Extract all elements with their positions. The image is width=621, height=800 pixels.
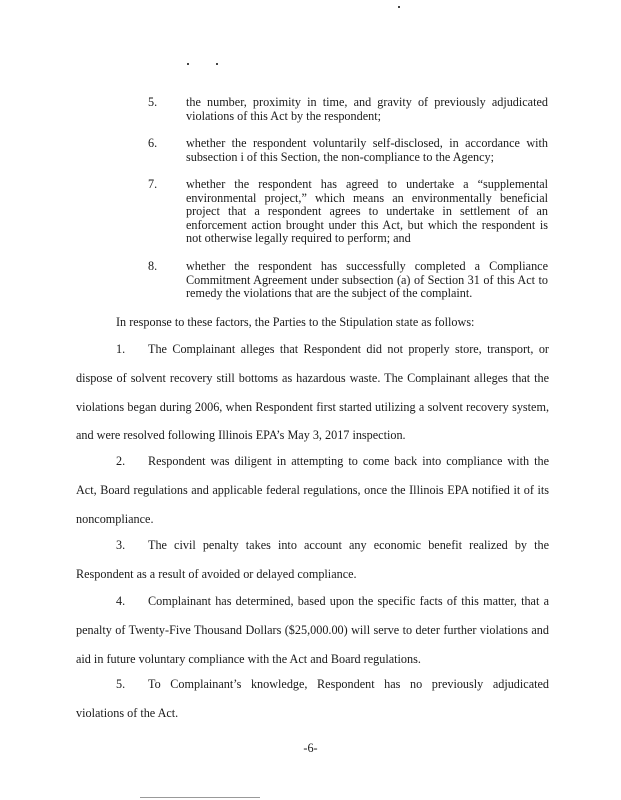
- factor-number: 5.: [148, 95, 158, 109]
- paragraph-line: [76, 538, 549, 567]
- paragraph-line: [76, 594, 549, 623]
- paragraph-line: [76, 454, 549, 483]
- scan-speck: [398, 6, 400, 8]
- stipulation-paragraph: [76, 454, 549, 540]
- paragraph-text: The civil penalty takes into account any economic benefit realized by the: [148, 538, 549, 552]
- paragraph-text: The Complainant alleges that Respondent did not properly store, transport, or: [148, 342, 549, 356]
- intro-statement: In response to these factors, the Parties to the Stipulation state as follows:: [116, 315, 475, 329]
- stipulation-paragraph: [76, 677, 549, 735]
- paragraph-line: noncompliance.: [76, 511, 154, 526]
- factor-text: whether the respondent has successfully completed a Compliance Commitment Agreement under subsection (a) of Section 31 of this Act to remedy the violations that are the subject of the complaint.: [186, 259, 548, 300]
- paragraph-line: Act, Board regulations and applicable federal regulations, once the Illinois EPA notified it of its: [76, 482, 549, 497]
- paragraph-line: violations of the Act.: [76, 705, 179, 720]
- paragraph-line: Respondent as a result of avoided or delayed compliance.: [76, 566, 357, 581]
- paragraph-line: [76, 677, 549, 706]
- paragraph-number: 3.: [116, 538, 126, 552]
- scan-speck: [187, 63, 189, 65]
- factor-number: 8.: [148, 259, 158, 273]
- paragraph-line: dispose of solvent recovery still bottoms as hazardous waste. The Complainant alleges that the: [76, 370, 549, 385]
- stipulation-paragraph: [76, 538, 549, 596]
- paragraph-text: Complainant has determined, based upon the specific facts of this matter, that a: [148, 594, 549, 608]
- factor-number: 7.: [148, 177, 158, 191]
- factor-text: whether the respondent voluntarily self-disclosed, in accordance with subsection i of this Section, the non-compliance to the Agency;: [186, 136, 548, 164]
- paragraph-number: 1.: [116, 342, 126, 356]
- stipulation-paragraph: [76, 594, 549, 680]
- scan-speck: [216, 63, 218, 65]
- paragraph-text: To Complainant’s knowledge, Respondent has no previously adjudicated: [148, 677, 549, 691]
- paragraph-line: and were resolved following Illinois EPA’s May 3, 2017 inspection.: [76, 428, 406, 443]
- paragraph-line: violations began during 2006, when Respondent first started utilizing a solvent recovery system,: [76, 399, 549, 414]
- paragraph-number: 4.: [116, 594, 126, 608]
- paragraph-line: [76, 342, 549, 371]
- scan-edge-line: [140, 797, 260, 798]
- paragraph-number: 5.: [116, 677, 126, 691]
- stipulation-paragraph: [76, 342, 549, 457]
- factor-number: 6.: [148, 136, 158, 150]
- page-number: -6-: [303, 741, 318, 755]
- paragraph-line: penalty of Twenty-Five Thousand Dollars ($25,000.00) will serve to deter further violations and: [76, 622, 549, 637]
- paragraph-text: Respondent was diligent in attempting to come back into compliance with the: [148, 454, 549, 468]
- paragraph-number: 2.: [116, 454, 126, 468]
- paragraph-line: aid in future voluntary compliance with the Act and Board regulations.: [76, 651, 421, 666]
- factor-text: the number, proximity in time, and gravity of previously adjudicated violations of this Act by the respondent;: [186, 95, 548, 123]
- factor-text: whether the respondent has agreed to undertake a “supplemental environmental project,” which means an environmentally beneficial project that a respondent agrees to undertake in settlement of an enforcement action brought under this Act, but which the respondent is not otherwise legally required to perform; and: [186, 177, 548, 245]
